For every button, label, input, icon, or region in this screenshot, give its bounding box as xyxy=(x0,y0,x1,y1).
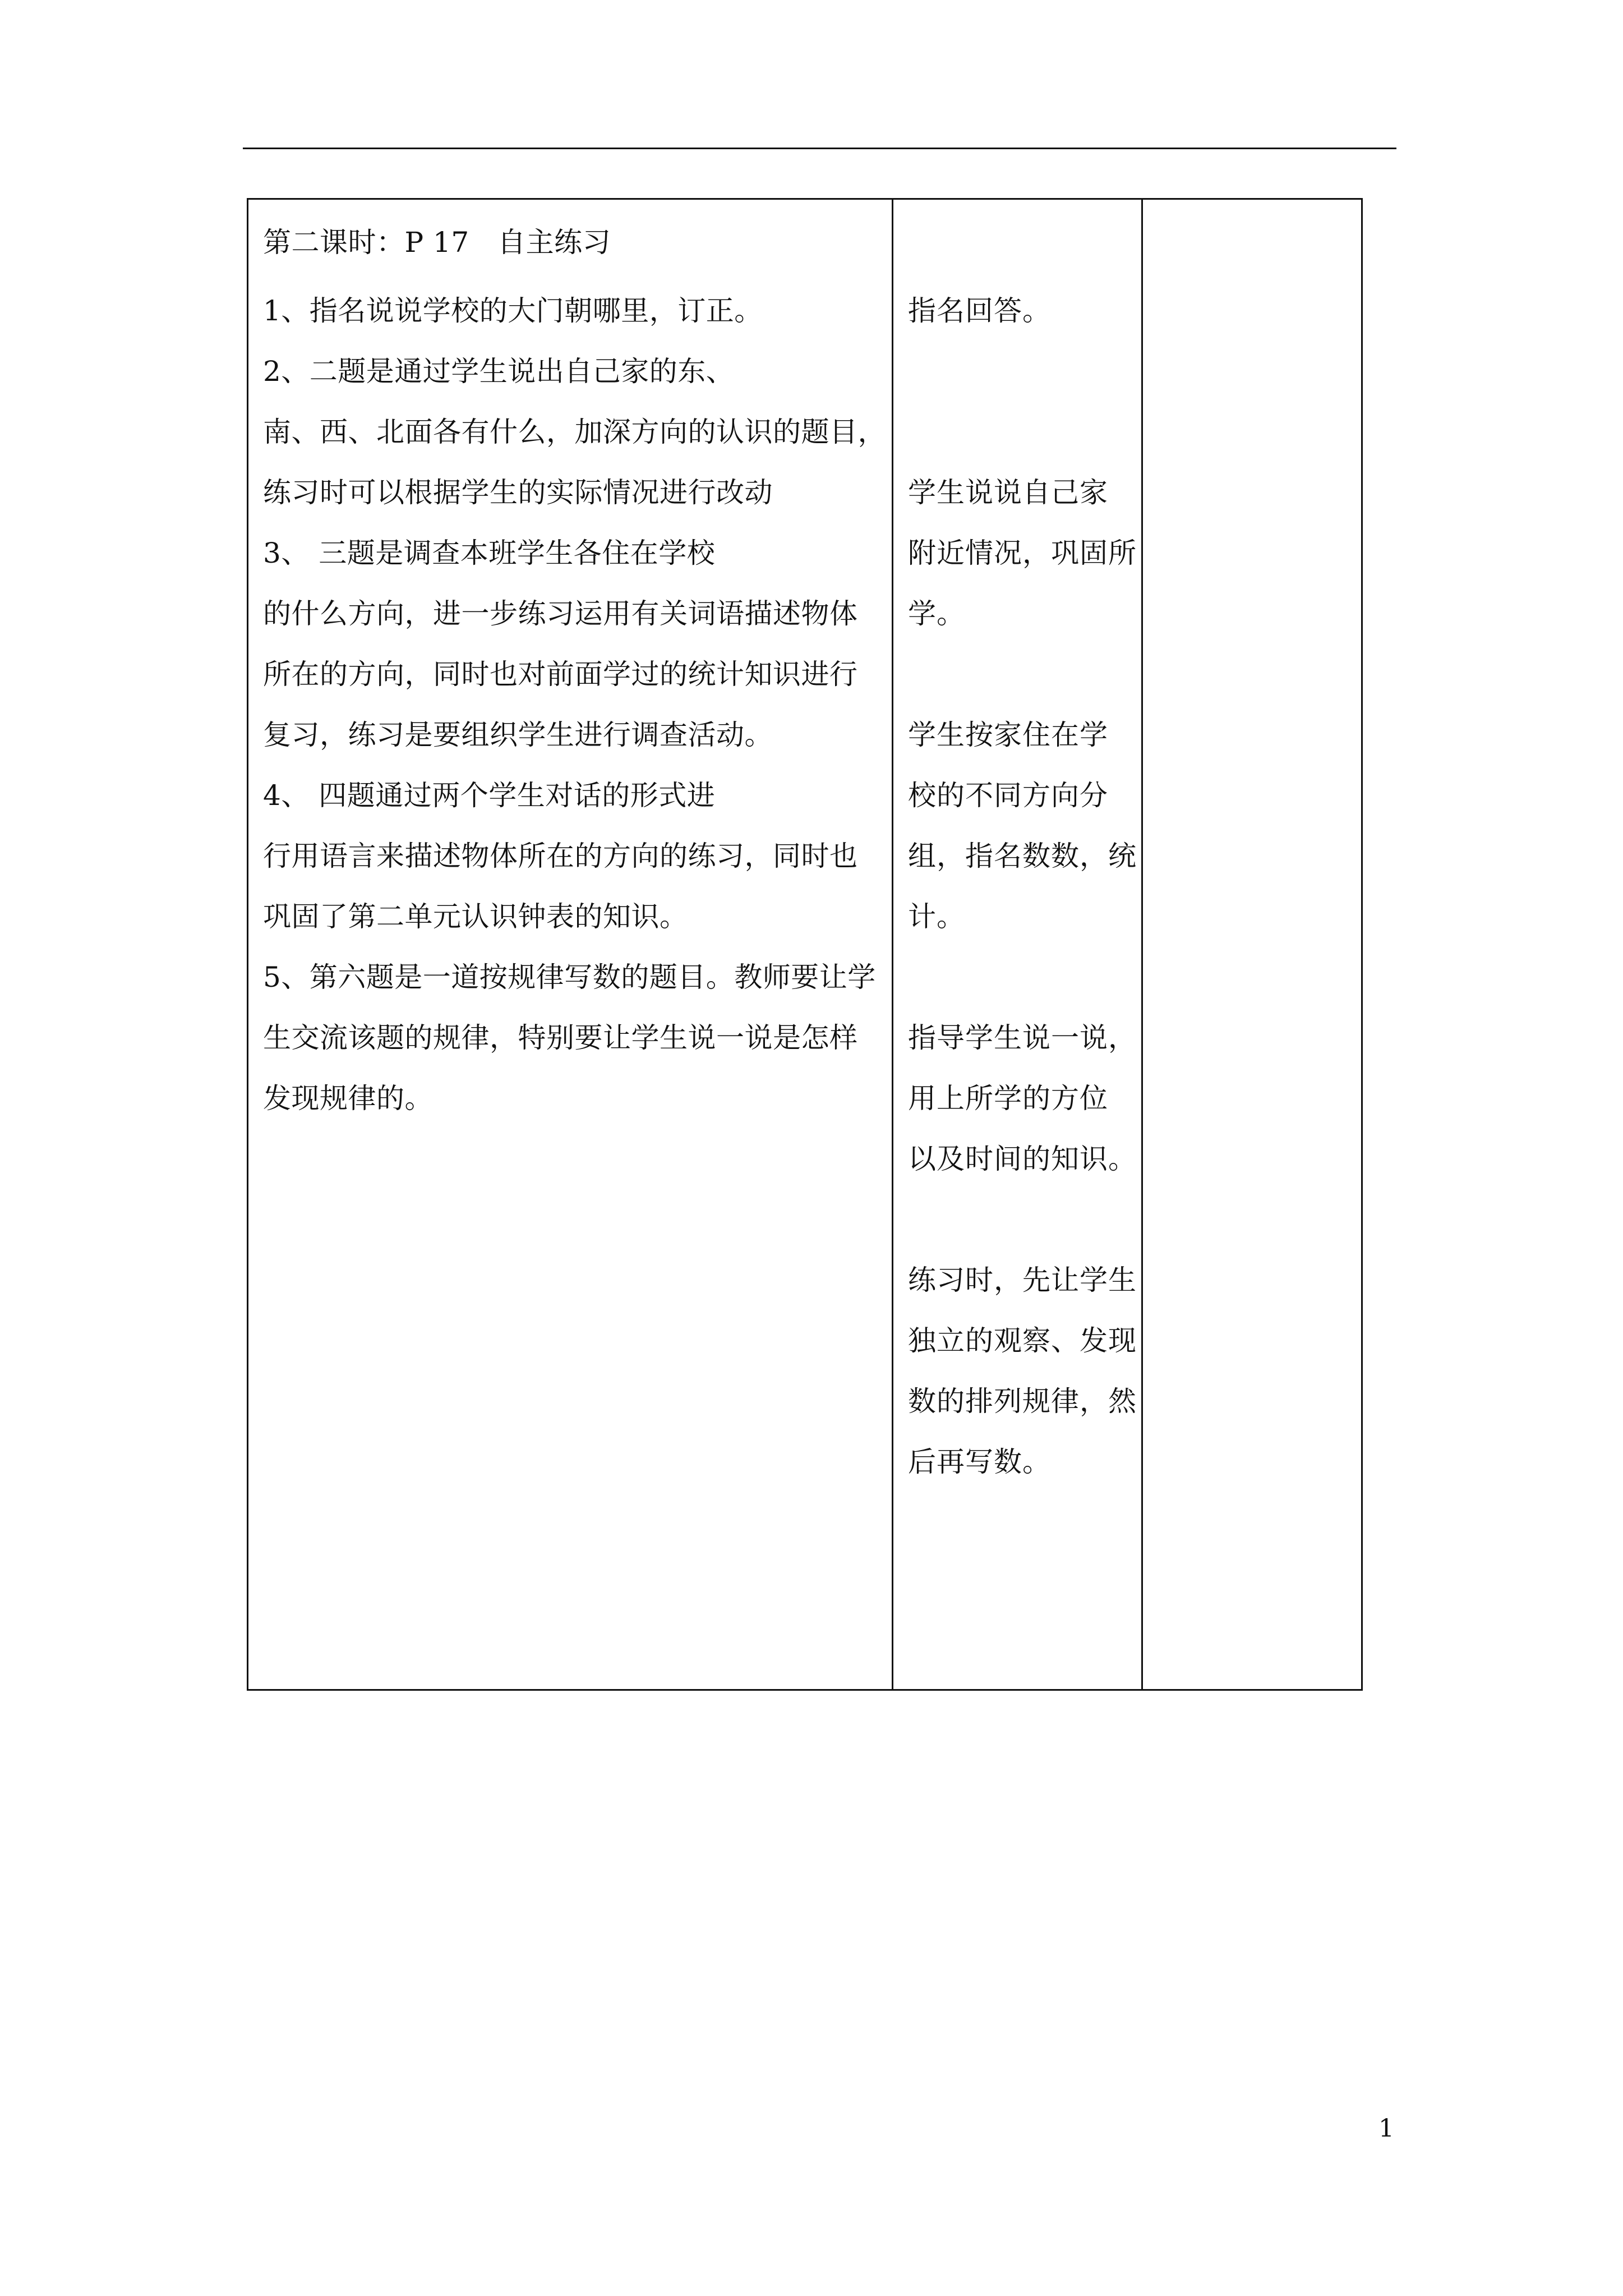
teacher-activity-column xyxy=(248,200,893,1689)
teacher-line: 巩固了第二单元认识钟表的知识。 xyxy=(263,900,688,933)
student-line: 指导学生说一说， xyxy=(908,1022,1137,1054)
teacher-line: 发现规律的。 xyxy=(263,1082,433,1115)
teacher-line: 所在的方向，同时也对前面学过的统计知识进行 xyxy=(263,658,858,691)
student-line: 练习时，先让学生 xyxy=(908,1264,1137,1296)
teacher-line: 4、 四题通过两个学生对话的形式进 xyxy=(263,779,716,812)
header-rule xyxy=(243,148,1396,149)
student-line: 学生按家住在学 xyxy=(908,719,1108,751)
teacher-line: 3、 三题是调查本班学生各住在学校 xyxy=(263,537,716,569)
student-line: 指名回答。 xyxy=(908,295,1051,327)
teacher-line: 复习，练习是要组织学生进行调查活动。 xyxy=(263,719,773,751)
lesson-table xyxy=(247,198,1363,1691)
student-line: 附近情况，巩固所 xyxy=(908,537,1137,569)
student-line xyxy=(908,402,1141,462)
page-number: 1 xyxy=(1378,2114,1394,2143)
student-line: 学。 xyxy=(908,597,965,630)
teacher-line: 5、第六题是一道按规律写数的题目。教师要让学 xyxy=(263,961,876,993)
column-top-spacer xyxy=(908,221,1141,264)
student-line: 以及时间的知识。 xyxy=(908,1143,1137,1175)
teacher-line: 1、指名说说学校的大门朝哪里，订正。 xyxy=(263,295,763,327)
student-line: 学生说说自己家 xyxy=(908,476,1108,509)
student-line xyxy=(908,1189,1141,1250)
student-line xyxy=(908,947,1141,1007)
teacher-line: 生交流该题的规律，特别要让学生说一说是怎样 xyxy=(263,1022,858,1054)
student-line: 组，指名数数，统 xyxy=(908,840,1137,872)
teacher-line: 练习时可以根据学生的实际情况进行改动 xyxy=(263,476,773,509)
student-line: 用上所学的方位 xyxy=(908,1082,1108,1115)
teacher-line: 的什么方向，进一步练习运用有关词语描述物体 xyxy=(263,597,858,630)
teacher-line: 南、西、北面各有什么，加深方向的认识的题目， xyxy=(263,416,886,448)
student-line: 后再写数。 xyxy=(908,1446,1051,1478)
student-line: 计。 xyxy=(908,900,965,933)
notes-column xyxy=(1143,200,1361,1689)
lesson-title: 第二课时：P 17 自主练习 xyxy=(263,226,611,259)
teacher-line: 2、二题是通过学生说出自己家的东、 xyxy=(263,355,735,388)
student-activity-column xyxy=(893,200,1143,1689)
student-line: 独立的观察、发现 xyxy=(908,1324,1137,1357)
student-line: 校的不同方向分 xyxy=(908,779,1108,812)
student-line xyxy=(908,644,1141,705)
student-line: 数的排列规律，然 xyxy=(908,1385,1137,1418)
teacher-line: 行用语言来描述物体所在的方向的练习，同时也 xyxy=(263,840,858,872)
student-line xyxy=(908,341,1141,402)
